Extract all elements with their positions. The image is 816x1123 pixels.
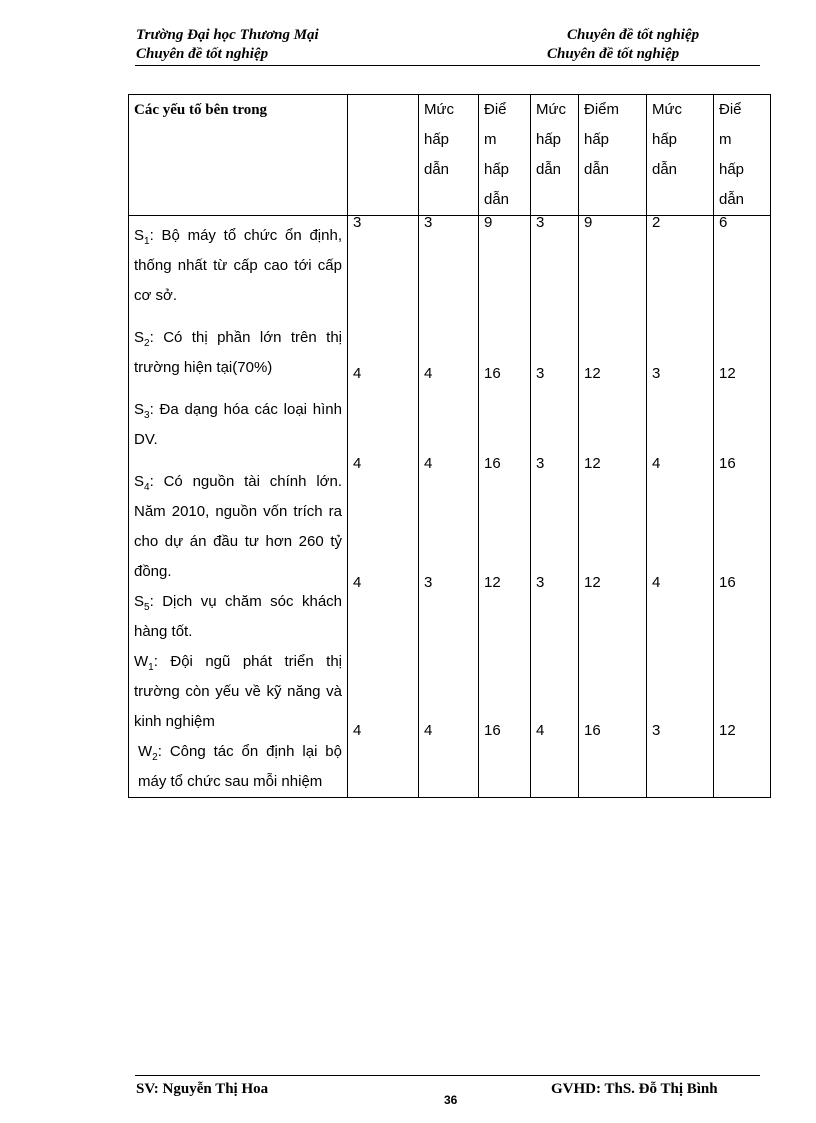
- header-col-4: Mức hấp dẫn: [531, 95, 579, 216]
- factor-w1: $W_1$: Đội ngũ phát triển thị trường còn yếu về kỹ năng và kinh nghiệm: [134, 653, 342, 730]
- footer-rule: [135, 1075, 760, 1076]
- factor-s2: $S_2$: Có thị phần lớn trên thị trường hiện tại(70%): [134, 329, 342, 376]
- cell-w2-c3: 16: [484, 722, 501, 739]
- cell-s5-c3: 12: [484, 574, 501, 591]
- cell-s5-c1: 4: [353, 574, 362, 591]
- header-right-subtitle: Chuyên đề tốt nghiệp: [547, 46, 680, 62]
- cell-w2-c5: 16: [584, 722, 601, 739]
- cell-s3-c2: 4: [424, 365, 433, 382]
- cell-w2-c6: 3: [652, 722, 661, 739]
- cell-s1-c6: 2: [652, 214, 661, 231]
- factor-w2: $W_2$: Công tác ổn định lại bộ máy tổ chức sau mỗi nhiệm: [138, 743, 342, 790]
- cell-s3-c6: 3: [652, 365, 661, 382]
- values-col-4: [531, 216, 579, 798]
- cell-w2-c7: 12: [719, 722, 736, 739]
- cell-s1-c7: 6: [719, 214, 728, 231]
- cell-s4-c4: 3: [536, 455, 545, 472]
- page-number: 36: [444, 1093, 458, 1107]
- cell-s3-c1: 4: [353, 365, 362, 382]
- cell-w2-c1: 4: [353, 722, 362, 739]
- cell-w2-c2: 4: [424, 722, 433, 739]
- values-col-2: [419, 216, 479, 798]
- header-weight: [348, 95, 419, 216]
- cell-s1-c5: 9: [584, 214, 593, 231]
- header-col-7: Điể m hấp dẫn: [714, 95, 771, 216]
- cell-s4-c3: 16: [484, 455, 501, 472]
- cell-s5-c2: 3: [424, 574, 433, 591]
- factor-s4: $S_4$: Có nguồn tài chính lớn. Năm 2010, nguồn vốn trích ra cho dự án đầu tư hơn 260 tỷ đồng.: [134, 473, 342, 580]
- table-row: [129, 216, 771, 798]
- cell-s4-c1: 4: [353, 455, 362, 472]
- cell-s5-c5: 12: [584, 574, 601, 591]
- footer-advisor: GVHD: ThS. Đỗ Thị Bình: [551, 1081, 718, 1097]
- cell-s1-c2: 3: [424, 214, 433, 231]
- footer-student: SV: Nguyễn Thị Hoa: [136, 1081, 269, 1097]
- cell-s4-c5: 12: [584, 455, 601, 472]
- cell-s4-c7: 16: [719, 455, 736, 472]
- factor-s5: $S_5$: Dịch vụ chăm sóc khách hàng tốt.: [134, 593, 342, 640]
- cell-s3-c3: 16: [484, 365, 501, 382]
- cell-s5-c4: 3: [536, 574, 545, 591]
- cell-s1-c3: 9: [484, 214, 493, 231]
- header-col-5: Điểm hấp dẫn: [579, 95, 647, 216]
- values-col-6: [647, 216, 714, 798]
- cell-s5-c7: 16: [719, 574, 736, 591]
- cell-s5-c6: 4: [652, 574, 661, 591]
- cell-w2-c4: 4: [536, 722, 545, 739]
- cell-s3-c5: 12: [584, 365, 601, 382]
- factor-s3: $S_3$: Đa dạng hóa các loại hình DV.: [134, 401, 342, 448]
- values-col-3: [479, 216, 531, 798]
- header-col-6: Mức hấp dẫn: [647, 95, 714, 216]
- factor-list: [129, 216, 348, 798]
- cell-s4-c6: 4: [652, 455, 661, 472]
- header-col-2: Mức hấp dẫn: [419, 95, 479, 216]
- header-right-title: Chuyên đề tốt nghiệp: [567, 27, 700, 43]
- values-col-5: [579, 216, 647, 798]
- values-col-1: [348, 216, 419, 798]
- cell-s1-c4: 3: [536, 214, 545, 231]
- cell-s3-c7: 12: [719, 365, 736, 382]
- cell-s3-c4: 3: [536, 365, 545, 382]
- header-factor: Các yếu tố bên trong: [129, 95, 348, 216]
- internal-factors-table: [128, 94, 771, 798]
- header-left-subtitle: Chuyên đề tốt nghiệp: [136, 46, 269, 62]
- cell-s1-c1: 3: [353, 214, 362, 231]
- header-school: Trường Đại học Thương Mại: [136, 27, 319, 43]
- table-header-row: [129, 95, 771, 216]
- values-col-7: [714, 216, 771, 798]
- factor-s1: $S_1$: Bộ máy tổ chức ổn định, thống nhất từ cấp cao tới cấp cơ sở.: [134, 227, 342, 304]
- cell-s4-c2: 4: [424, 455, 433, 472]
- header-rule: [135, 65, 760, 66]
- header-col-3: Điể m hấp dẫn: [479, 95, 531, 216]
